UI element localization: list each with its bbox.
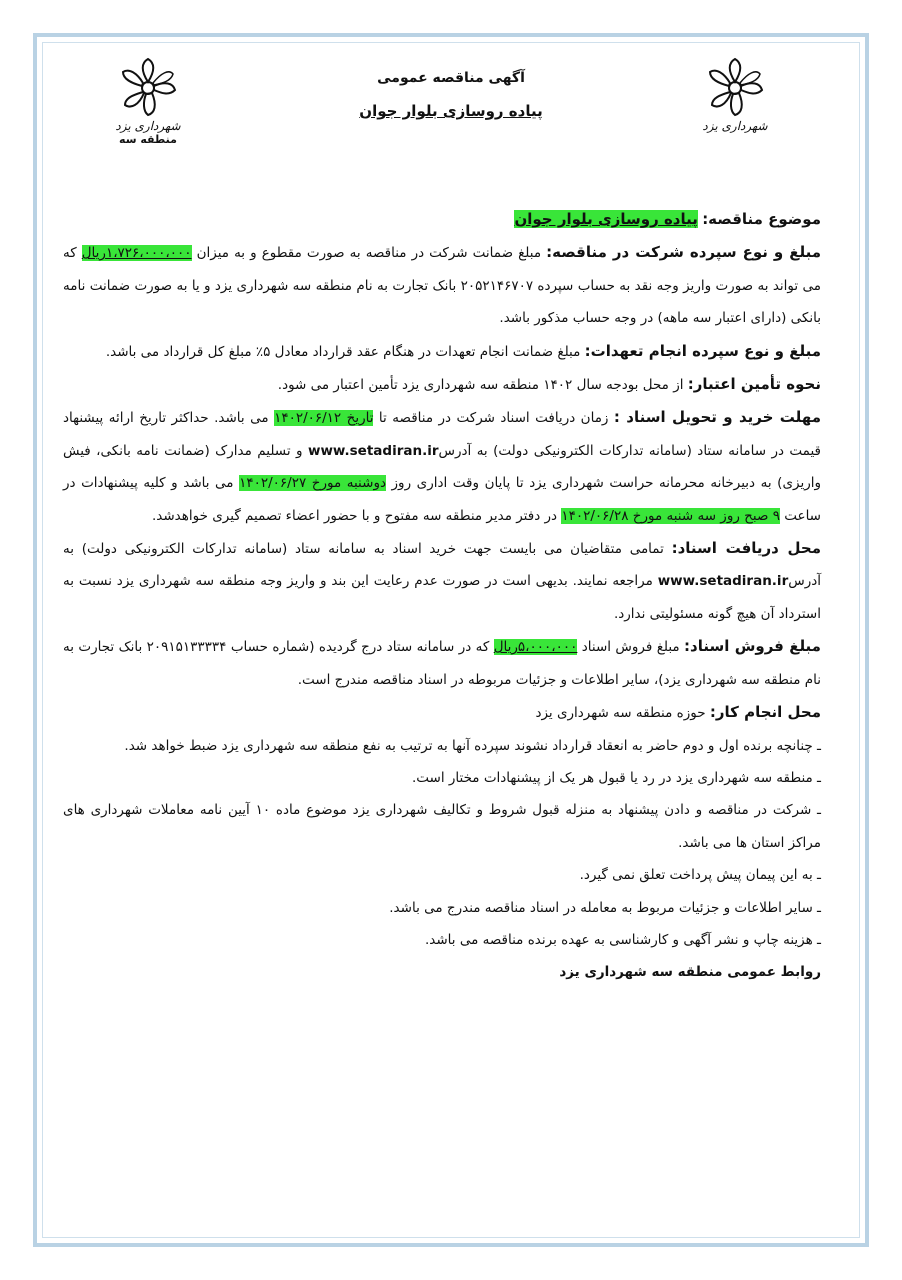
bullet-item: ـ چنانچه برنده اول و دوم حاضر به انعقاد قرارداد نشوند سپرده آنها به ترتیب به نفع منطقه سه شهرداری یزد ضبط خواهد شد. [124, 737, 821, 754]
sale-label: مبلغ فروش اسناد: [684, 637, 821, 656]
logo-script: شهرداری یزد [115, 119, 181, 133]
subject-value: پیاده روسازی بلوار جوان [514, 210, 698, 228]
subject-label: موضوع مناقصه: [702, 210, 821, 228]
funding-paragraph [63, 368, 821, 401]
notice-body [63, 203, 821, 989]
deadline-text-2: می باشد. حداکثر تاریخ ارائه پیشنهاد قیمت در سامانه ستاد (سامانه تدارکات الکترونیکی دولت) به آدرس [63, 410, 821, 459]
deposit-label: مبلغ و نوع سپرده شرکت در مناقصه: [546, 243, 821, 262]
deadline-text-1: زمان دریافت اسناد شرکت در مناقصه تا [373, 410, 614, 427]
bullet-item: ـ به این پیمان پیش پرداخت تعلق نمی گیرد. [579, 867, 821, 884]
setadiran-link[interactable]: www.setadiran.ir [307, 442, 439, 459]
submission-date-highlight: دوشنبه مورخ ۱۴۰۲/۰۶/۲۷ [239, 475, 386, 492]
sale-text-1: مبلغ فروش اسناد [577, 639, 685, 656]
yazd-municipality-logo-right [690, 55, 780, 133]
deadline-paragraph [63, 401, 821, 532]
documents-label: محل دریافت اسناد: [671, 539, 822, 558]
sale-paragraph [63, 630, 821, 696]
bullet-item: ـ سایر اطلاعات و جزئیات مربوط به معامله در اسناد مناقصه مندرج می باشد. [389, 899, 821, 916]
deposit-text: مبلغ ضمانت شرکت در مناقصه به صورت مقطوع و به میزان [191, 245, 547, 262]
deadline-date-highlight: تاریخ ۱۴۰۲/۰۶/۱۲ [274, 410, 374, 427]
deadline-text-5: در دفتر مدیر منطقه سه مفتوح و با حضور اعضاء تصمیم گیری خواهدشد. [151, 507, 562, 524]
setadiran-link[interactable]: www.setadiran.ir [657, 573, 789, 590]
deposit-text-2: که می تواند به صورت واریز وجه نقد به حساب سپرده ۲۰۵۲۱۴۶۷۰۷ بانک تجارت به نام منطقه سه شهرداری یزد و یا به صورت ضمانت نامه بانکی (دارای اعتبار سه ماهه) در وجه حساب مذکور باشد. [63, 245, 821, 327]
deposit-amount: ۱،۷۲۶،۰۰۰،۰۰۰ریال [81, 245, 192, 262]
yazd-municipality-logo-left [103, 55, 193, 146]
page-subtitle: پیاده روسازی بلوار جوان [359, 102, 543, 120]
performance-paragraph [63, 335, 821, 368]
documents-text-2: مراجعه نمایند. بدیهی است در صورت عدم رعایت این بند و واریز وجه منطقه سه شهرداری یزد نسبت به استرداد آن هیچ گونه مسئولیتی ندارد. [63, 573, 821, 622]
bullet-item: ـ منطقه سه شهرداری یزد در رد یا قبول هر یک از پیشنهادات مختار است. [411, 769, 821, 786]
deposit-paragraph [63, 236, 821, 334]
footer-signature: روابط عمومی منطقه سه شهرداری یزد [559, 964, 821, 981]
performance-label: مبلغ و نوع سپرده انجام تعهدات: [584, 341, 821, 360]
logo-script: شهرداری یزد [702, 119, 768, 133]
deadline-text-3: و تسلیم مدارک (ضمانت نامه بانکی، فیش واریزی) به دبیرخانه محرمانه حراست شهرداری یزد تا پایان وقت اداری روز [63, 442, 822, 492]
documents-text-1: تمامی متقاضیان می بایست جهت خرید اسناد به سامانه ستاد (سامانه تدارکات الکترونیکی دولت) به آدرس [63, 541, 821, 590]
subject-paragraph [63, 203, 821, 236]
location-paragraph [63, 696, 821, 729]
deadline-label: مهلت خرید و تحویل اسناد : [613, 408, 821, 427]
funding-text: از محل بودجه سال ۱۴۰۲ منطقه سه شهرداری یزد تأمین اعتبار می شود. [277, 377, 688, 394]
page-title: آگهی مناقصه عمومی [377, 70, 525, 86]
logo-caption: منطقه سه [119, 133, 177, 146]
funding-label: نحوه تأمین اعتبار: [687, 375, 821, 394]
bullet-item: ـ هزینه چاپ و نشر آگهی و کارشناسی به عهده برنده مناقصه می باشد. [424, 931, 821, 948]
sale-amount: ۵،۰۰۰،۰۰۰ریال [493, 639, 578, 656]
bullet-item: ـ شرکت در مناقصه و دادن پیشنهاد به منزله قبول شروط و تکالیف شهرداری یزد موضوع ماده ۱۰ آیین نامه معاملات شهرداری های مراکز استان ها می باشد. [63, 802, 821, 851]
location-label: محل انجام کار: [709, 703, 821, 722]
opening-date-highlight: ۹ صبح روز سه شنبه مورخ ۱۴۰۲/۰۶/۲۸ [561, 507, 780, 524]
sale-text-2: که در سامانه ستاد درج گردیده (شماره حساب ۲۰۹۱۵۱۳۳۳۳۴ بانک تجارت به نام منطقه سه شهرداری یزد)، سایر اطلاعات و جزئیات مربوطه در اسناد مناقصه مندرج است. [63, 639, 821, 688]
deadline-text-4: می باشد و کلیه پیشنهادات در ساعت [63, 475, 821, 524]
location-text: حوزه منطقه سه شهرداری یزد [535, 705, 710, 722]
performance-text: مبلغ ضمانت انجام تعهدات در هنگام عقد قرارداد معادل ۵٪ مبلغ کل قرارداد می باشد. [105, 343, 585, 360]
documents-paragraph [63, 532, 821, 630]
